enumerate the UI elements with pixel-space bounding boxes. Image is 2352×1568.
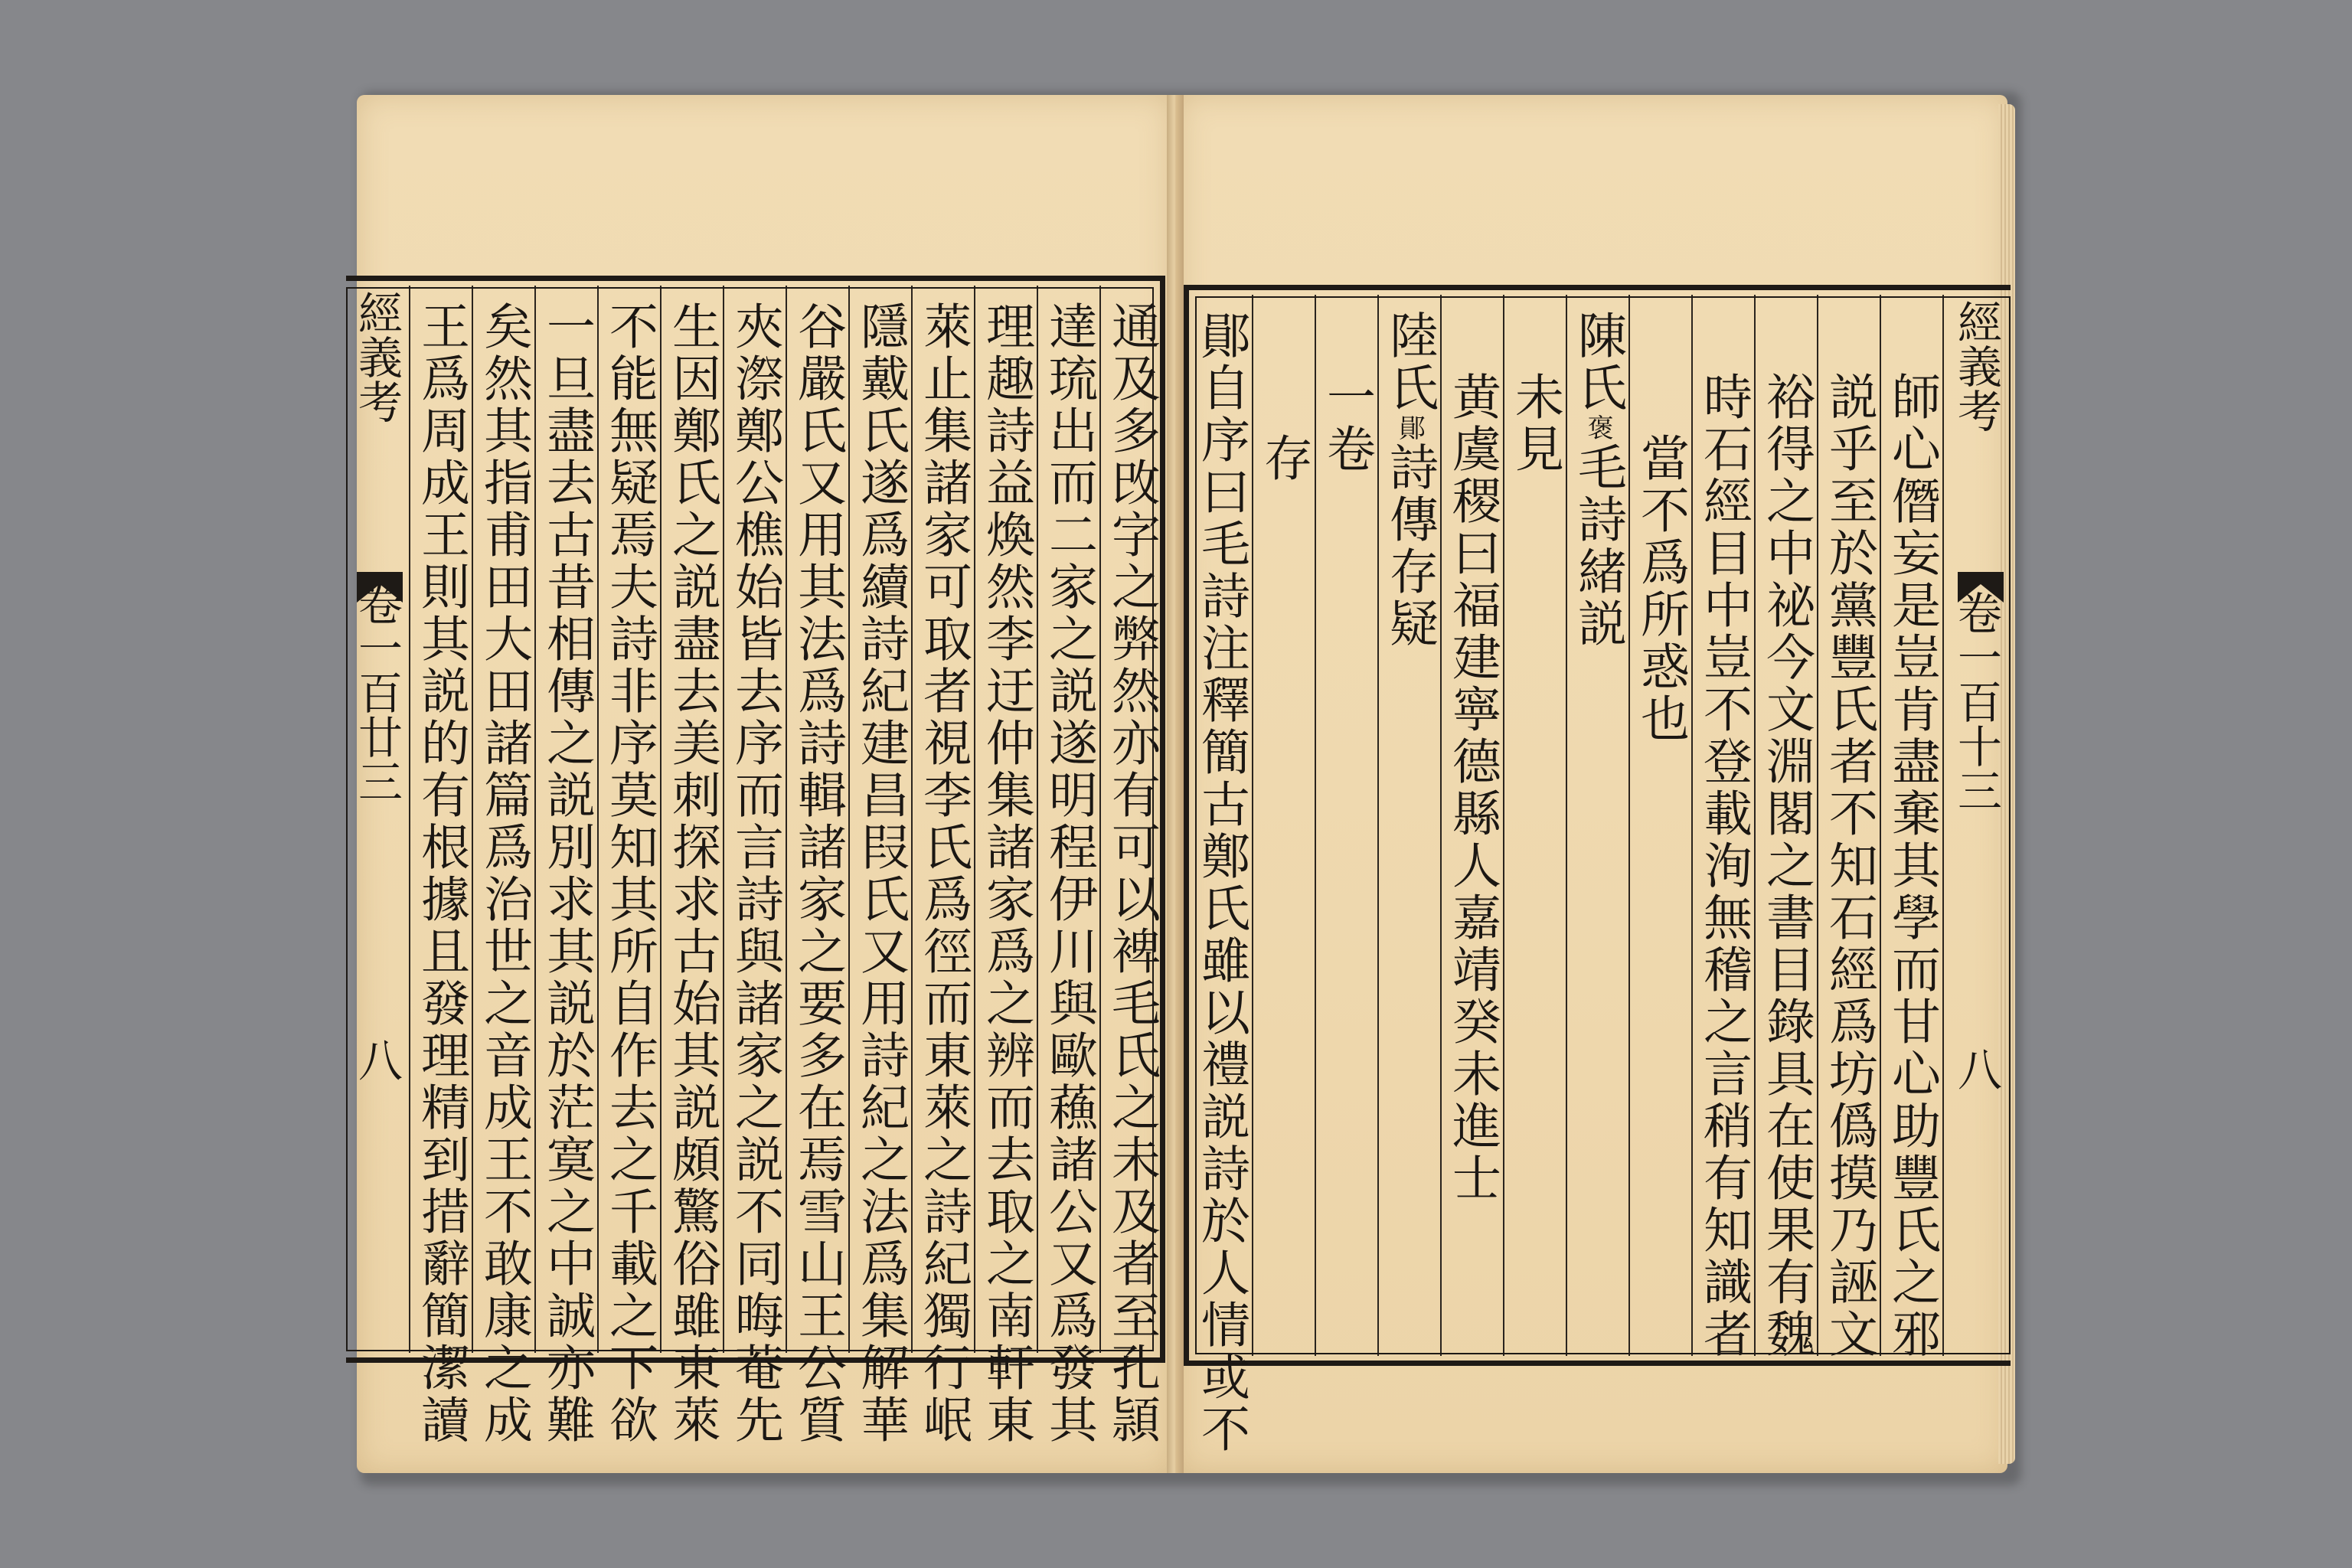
right-banner-folio: 八	[1950, 1047, 2002, 1091]
left-column-1: 通及多攺字之弊然亦有可以裨毛氏之未及者至孔頴	[1103, 301, 1160, 1446]
right-banner	[1947, 299, 2008, 1351]
right-column-6-text: 陳氏	[1570, 310, 1626, 414]
right-column-1-text: 師心僭妄是豈肯盡棄其學而甘心助豐氏之邪	[1883, 371, 1940, 1361]
right-column-5-text: 當不爲所惑也	[1632, 433, 1689, 745]
right-column-2-text: 説乎至於黨豐氏者不知石經爲坊僞摸乃誣文	[1821, 371, 1877, 1361]
left-column-2: 達琉出而二家之説遂明程伊川與歐蘓諸公又爲發其	[1040, 301, 1097, 1446]
right-column-6	[1567, 310, 1628, 650]
right-column-9-text: 陸氏	[1381, 310, 1438, 414]
right-column-10	[1316, 310, 1377, 475]
left-column-9: 不能無疑焉夫詩非序莫知其所自作去之千載之下欲	[601, 301, 658, 1446]
right-column-9-after: 詩傳存疑	[1381, 442, 1438, 650]
left-column-3: 理趣詩益煥然李迂仲集諸家爲之辨而去取之南軒東	[978, 301, 1034, 1446]
left-column-6: 谷嚴氏又用其法爲詩輯諸家之要多在焉雪山王公質	[789, 301, 846, 1446]
right-column-7	[1504, 310, 1566, 475]
left-column-4: 萊止集諸家可取者視李氏爲徑而東萊之詩紀獨行岷	[915, 301, 972, 1446]
left-column-7: 夾漈鄭公樵始皆去序而言詩與諸家之説不同晦菴先	[727, 301, 783, 1446]
right-banner-title: 經義考	[1950, 299, 2002, 433]
left-banner-chapter: 卷一百廿三	[351, 581, 403, 803]
right-column-3	[1756, 310, 1817, 1361]
right-column-8-text: 黄虞稷曰福建寧德縣人嘉靖癸未進士	[1444, 371, 1501, 1204]
right-column-5	[1630, 310, 1691, 745]
left-column-11: 矣然其指甫田大田諸篇爲治世之音成王不敢康之成	[475, 301, 532, 1446]
right-banner-chapter: 卷一百十三	[1950, 590, 2002, 812]
left-column-8: 生因鄭氏之説盡去美刺探求古始其説頗驚俗雖東萊	[664, 301, 720, 1446]
right-text-block	[1184, 285, 2011, 1455]
right-column-11-text: 存	[1256, 433, 1312, 485]
right-column-11	[1253, 310, 1315, 485]
left-column-10: 一旦盡去古昔相傳之説別求其説於茫寞之中誠亦難	[538, 301, 595, 1446]
right-column-1	[1881, 310, 1942, 1361]
right-column-6-after: 毛詩緒説	[1570, 442, 1626, 650]
right-column-10-text: 一卷	[1318, 371, 1375, 475]
right-column-2	[1818, 310, 1880, 1361]
book-spine	[1167, 95, 1184, 1473]
left-column-12: 王爲周成王則其説的有根據且發理精到措辭簡潔讀	[413, 301, 469, 1446]
right-column-4	[1693, 310, 1754, 1361]
right-fishtail	[1958, 572, 2004, 603]
right-column-12-text: 鄖自序曰毛詩注釋簡古鄭氏雖以禮説詩於人情或不	[1193, 310, 1250, 1455]
left-text-block	[346, 276, 1165, 1446]
right-column-9-note: 鄖	[1394, 414, 1425, 442]
right-column-7-text: 未見	[1507, 371, 1563, 475]
right-column-3-text: 裕得之中祕今文淵閣之書目錄具在使果有魏	[1758, 371, 1815, 1361]
right-column-8	[1442, 310, 1503, 1204]
left-fishtail	[357, 572, 403, 603]
right-column-9	[1379, 310, 1440, 650]
left-banner-title: 經義考	[351, 290, 403, 423]
right-column-12	[1191, 310, 1252, 1455]
left-column-5: 隱戴氏遂爲續詩紀建昌叚氏又用詩紀之法爲集解華	[852, 301, 909, 1446]
left-banner-folio: 八	[351, 1037, 403, 1082]
left-banner	[348, 290, 409, 1348]
right-column-4-text: 時石經目中豈不登載洵無稽之言稍有知識者	[1695, 371, 1752, 1361]
right-column-6-note: 褒	[1583, 414, 1613, 442]
